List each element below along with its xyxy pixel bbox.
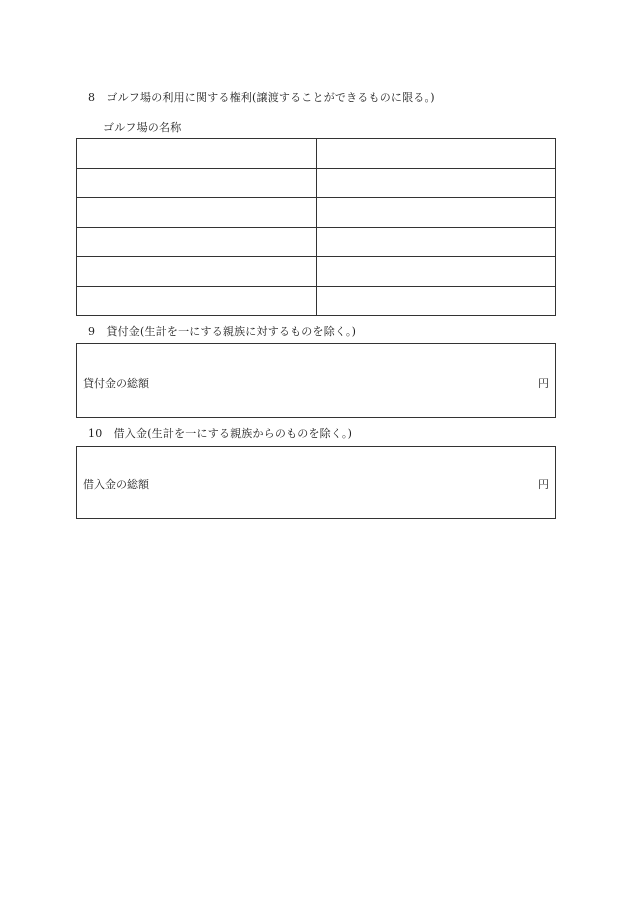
section-10-heading: 10 借入金(生計を一にする親族からのものを除く。) [88,427,353,440]
golf-course-name-label: ゴルフ場の名称 [103,121,182,134]
loans-receivable-total-label: 貸付金の総額 [83,377,149,390]
golf-course-value-cell[interactable] [316,198,556,228]
golf-course-value-cell[interactable] [316,227,556,257]
borrowings-total-label: 借入金の総額 [83,478,149,491]
table-row [77,257,556,287]
table-row [77,198,556,228]
table-row [77,168,556,198]
golf-course-value-cell[interactable] [316,139,556,169]
borrowings-total-field[interactable] [76,446,556,519]
golf-course-name-cell[interactable] [77,257,317,287]
golf-course-value-cell[interactable] [316,168,556,198]
golf-course-name-cell[interactable] [77,286,317,316]
table-row [77,139,556,169]
golf-course-value-cell[interactable] [316,257,556,287]
section-9-heading: 9 貸付金(生計を一にする親族に対するものを除く。) [88,325,357,338]
golf-course-value-cell[interactable] [316,286,556,316]
table-row [77,227,556,257]
yen-unit: 円 [538,478,549,491]
section-8-heading: 8 ゴルフ場の利用に関する権利(譲渡することができるものに限る。) [88,91,435,104]
golf-course-name-cell[interactable] [77,198,317,228]
golf-course-name-cell[interactable] [77,168,317,198]
golf-course-table [76,138,556,316]
loans-receivable-total-field[interactable] [76,343,556,418]
yen-unit: 円 [538,377,549,390]
golf-course-name-cell[interactable] [77,227,317,257]
table-row [77,286,556,316]
golf-course-name-cell[interactable] [77,139,317,169]
